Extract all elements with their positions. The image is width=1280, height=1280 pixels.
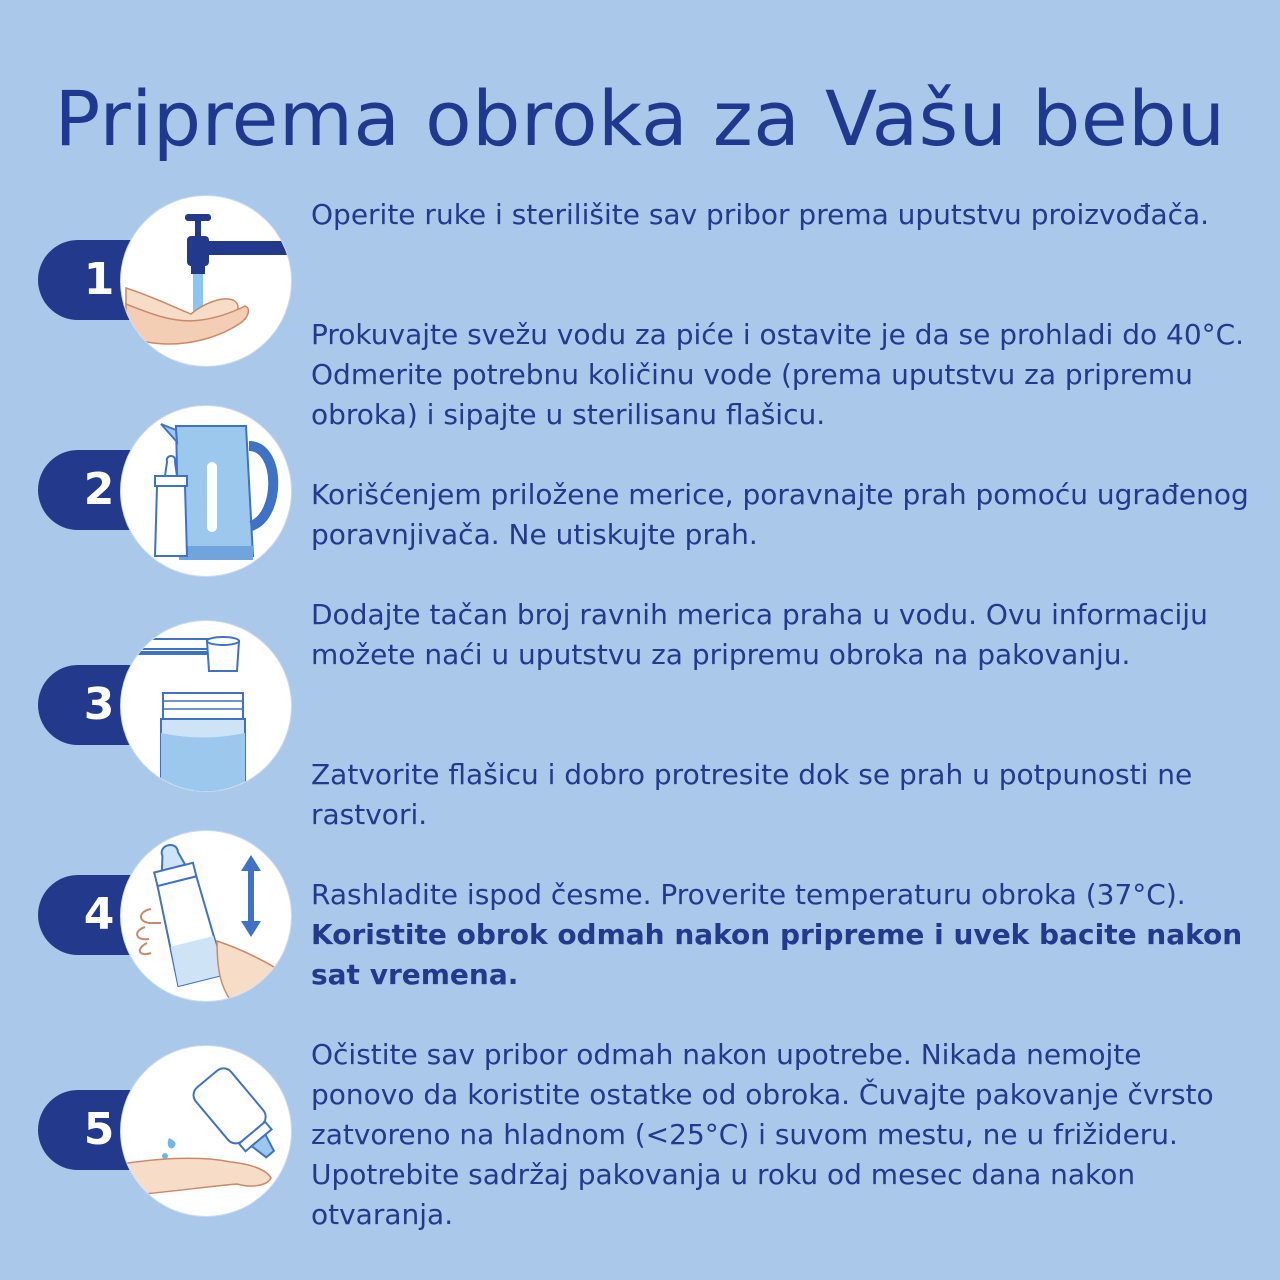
step-4 xyxy=(38,830,292,1000)
step-number: 1 xyxy=(83,254,115,305)
step-1 xyxy=(38,195,292,365)
step-number: 4 xyxy=(83,889,115,940)
instruction-text: Dodajte tačan broj ravnih merica praha u vodu. Ovu informaciju možete naći u uputstvu za pripremu obroka na pakovanju. xyxy=(311,598,1208,671)
page-title: Priprema obroka za Vašu bebu xyxy=(54,74,1226,163)
step-number: 3 xyxy=(83,679,115,730)
scoop-and-bottle-icon xyxy=(120,620,292,792)
instruction-text: Zatvorite flašicu i dobro protresite dok se prah u potpunosti ne rastvori. xyxy=(311,758,1193,831)
shaking-bottle-icon xyxy=(120,830,292,1002)
step-number: 5 xyxy=(83,1104,115,1155)
instruction-text: Korišćenjem priložene merice, poravnajte prah pomoću ugrađenog poravnjivača. Ne utiskujte prah. xyxy=(311,478,1249,551)
instruction-text: Prokuvajte svežu vodu za piće i ostavite je da se prohladi do 40°C. Odmerite potrebnu količinu vode (prema uputstvu za pripremu obroka) i sipajte u sterilisanu flašicu. xyxy=(311,318,1245,431)
washing-hands-faucet-icon xyxy=(120,195,292,367)
step-number: 2 xyxy=(83,464,115,515)
step-3 xyxy=(38,620,292,790)
step-2 xyxy=(38,405,292,575)
temperature-check-wrist-icon xyxy=(120,1045,292,1217)
instruction-text: Operite ruke i sterilišite sav pribor prema uputstvu proizvođača. xyxy=(311,198,1210,231)
instruction-text: Očistite sav pribor odmah nakon upotrebe. Nikada nemojte ponovo da koristite ostatke od obroka. Čuvajte pakovanje čvrsto zatvoreno na hladnom (<25°C) i suvom mestu, ne u frižideru. Upotrebite sadržaj pakovanja u roku od mesec dana nakon otvaranja. xyxy=(311,1038,1214,1231)
instruction-text-plain: Rashladite ispod česme. Proverite temperaturu obroka (37°C). xyxy=(311,878,1186,911)
instruction-text xyxy=(311,875,1251,995)
step-5 xyxy=(38,1045,292,1215)
kettle-and-bottle-icon xyxy=(120,405,292,577)
instruction-text-bold: Koristite obrok odmah nakon pripreme i uvek bacite nakon sat vremena. xyxy=(311,918,1243,991)
